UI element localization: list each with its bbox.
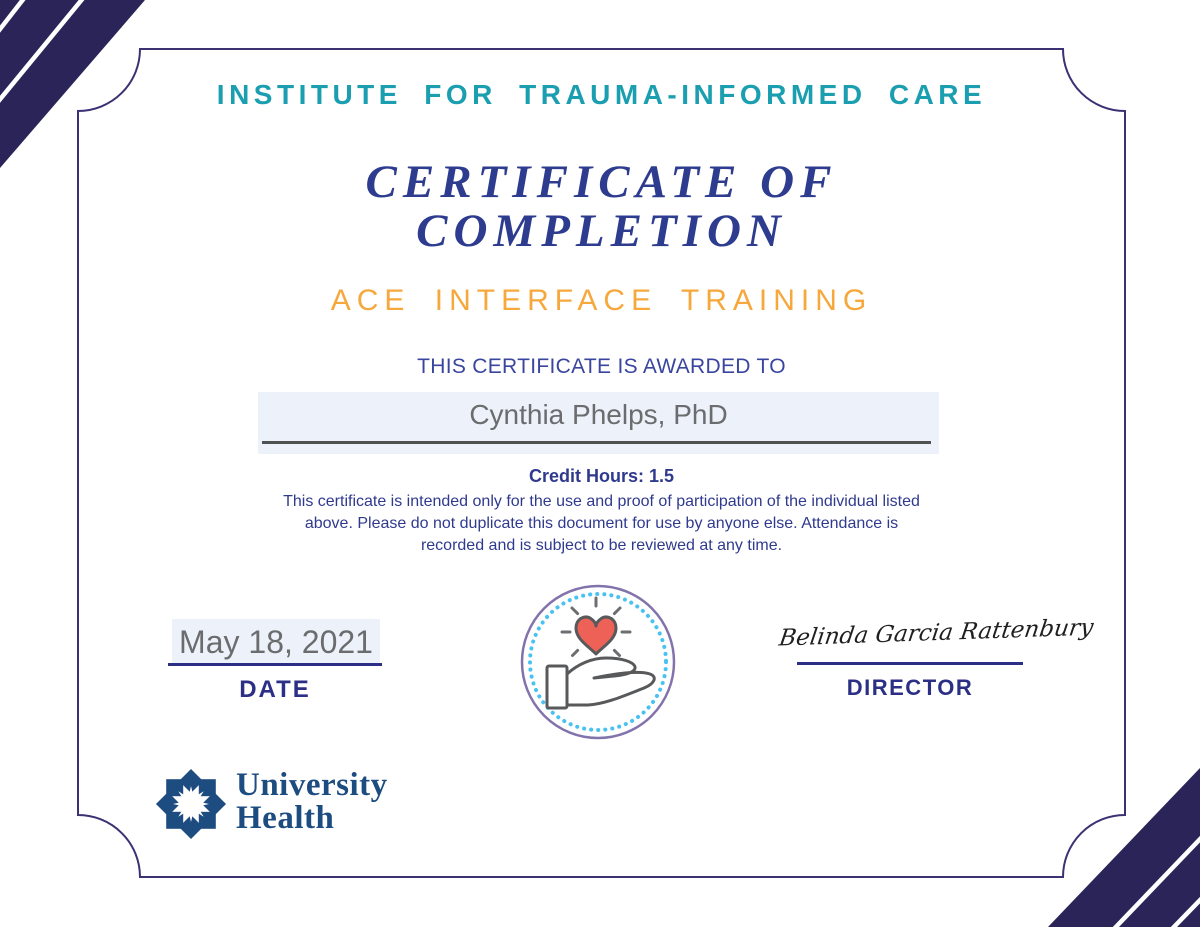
disclaimer-text: [78, 491, 1125, 557]
disclaimer-line-3: recorded and is subject to be reviewed at any time.: [420, 537, 783, 554]
award-badge: [518, 582, 678, 742]
date-field: [172, 619, 380, 663]
director-label: DIRECTOR: [846, 675, 974, 700]
director-signature: Belinda Garcia Rattenbury: [777, 614, 1095, 652]
university-health-logo-icon: [155, 768, 227, 840]
date-underline: [168, 663, 382, 666]
organization-name-line2: Health: [236, 800, 335, 836]
certificate-title-line1: CERTIFICATE OF: [365, 156, 838, 208]
issuer-heading: INSTITUTE FOR TRAUMA-INFORMED CARE: [216, 79, 987, 110]
logo-star-cutout: [173, 786, 209, 822]
recipient-underline: [262, 441, 931, 444]
disclaimer-line-1: This certificate is intended only for the use and proof of participation of the individual listed: [283, 493, 920, 510]
recipient-name: Cynthia Phelps, PhD: [469, 399, 728, 430]
awarded-to-label: THIS CERTIFICATE IS AWARDED TO: [417, 355, 786, 378]
certificate-title-line2: COMPLETION: [416, 205, 787, 257]
certificate-title: [78, 158, 1125, 256]
date-value: May 18, 2021: [179, 624, 373, 660]
date-label: DATE: [239, 676, 311, 703]
organization-name-line1: University: [236, 767, 388, 803]
disclaimer-line-2: above. Please do not duplicate this document for use by anyone else. Attendance is: [304, 515, 899, 532]
course-name: ACE INTERFACE TRAINING: [330, 284, 873, 317]
credit-hours: Credit Hours: 1.5: [528, 466, 675, 486]
organization-name: [236, 769, 388, 835]
recipient-field: [258, 392, 939, 454]
signature-underline: [797, 662, 1023, 665]
